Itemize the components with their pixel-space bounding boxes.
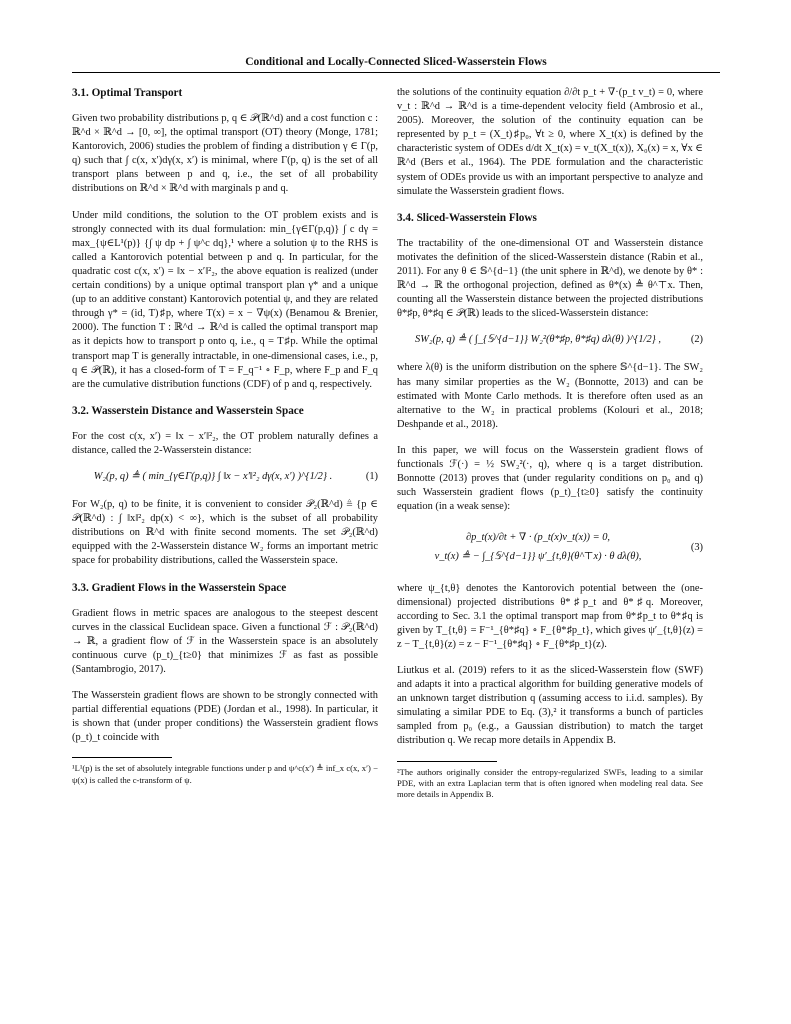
- section-3-2-heading: 3.2. Wasserstein Distance and Wasserstein Space: [72, 404, 304, 417]
- section-3-4-paragraph-4: where ψ_{t,θ} denotes the Kantorovich potential between the (one-dimensional) projected distributions θ*♯p_t and θ*♯q. Moreover, according to Sec. 3.1 the optimal transport map from θ*♯p_t to θ*♯q is given by T_{t,θ} = F⁻¹_{θ*♯q} ∘ F_{θ*♯p_t}, which gives ψ′_{t,θ}(z) = z − T_{t,θ}(z) = z − F⁻¹_{θ*♯q} ∘ F_{θ*♯p_t}(z).: [397, 582, 703, 650]
- header-rule: [72, 72, 720, 73]
- equation-3-line-2: v_t(x) ≜ − ∫_{𝕊^{d−1}} ψ′_{t,θ}(θ^⊤x) · θ dλ(θ),: [434, 551, 642, 563]
- equation-3-line-1: ∂p_t(x)/∂t + ∇ · (p_t(x)v_t(x)) = 0,: [465, 532, 611, 544]
- section-3-1-heading: 3.1. Optimal Transport: [72, 87, 183, 99]
- equation-3-number: (3): [690, 541, 703, 553]
- section-3-3-heading: 3.3. Gradient Flows in the Wasserstein Space: [72, 581, 287, 594]
- footnote-rule: [397, 761, 497, 762]
- section-3-2-paragraph-1: For the cost c(x, x′) = ‖x − x′‖²₂, the OT problem naturally defines a distance, called the 2-Wasserstein distance:: [72, 430, 378, 456]
- equation-2-body: SW₂(p, q) ≜ ( ∫_{𝕊^{d−1}} W₂²(θ*♯p, θ*♯q) dλ(θ) )^{1/2} ,: [415, 334, 661, 346]
- continuity-paragraph: the solutions of the continuity equation ∂/∂t p_t + ∇·(p_t v_t) = 0, where v_t : ℝ^d → ℝ^d is a time-dependent velocity field (Ambrosio et al., 2005). Moreover, the solution of the continuity equation can be represented by p_t = (X_t)♯p₀, ∀t ≥ 0, where X_t(x) is defined by the characteristic system of ODEs d/dt X_t(x) = v_t(X_t(x)), X₀(x) = x, ∀x ∈ ℝ^d (Bers et al., 1964). The PDE formulation and the characteristic system of ODEs provide us with an important perspective to analyze and simulate the Wasserstein gradient flows.: [397, 87, 703, 197]
- section-3-4-paragraph-1: The tractability of the one-dimensional OT and Wasserstein distance motivates the definition of the sliced-Wasserstein distance (Rabin et al., 2011). For any θ ∈ 𝕊^{d−1} (the unit sphere in ℝ^d), we denote by θ* : ℝ^d → ℝ the orthogonal projection, defined as θ*(x) ≜ θ^⊤x. Then, counting all the Wasserstein distance between the projected distributions θ*♯p, θ*♯q ∈ 𝒫(ℝ) leads to the sliced-Wasserstein distance:: [397, 237, 703, 320]
- section-3-2-paragraph-2: For W₂(p, q) to be finite, it is convenient to consider 𝒫₂(ℝ^d) ≜ {p ∈ 𝒫(ℝ^d) : ∫ ‖x‖²₂ dp(x) < ∞}, which is the subset of all probability distributions on ℝ^d with finite second moments. The set 𝒫₂(ℝ^d) equipped with the 2-Wasserstein distance W₂ forms an important metric space for probability distributions, called the Wasserstein space.: [72, 499, 378, 567]
- footnote-rule: [72, 757, 172, 758]
- section-3-1-paragraph-1: Given two probability distributions p, q ∈ 𝒫(ℝ^d) and a cost function c : ℝ^d × ℝ^d → [0, ∞], the optimal transport (OT) theory (Monge, 1781; Kantorovich, 2006) studies the problem of finding a distribution γ ∈ Γ(p, q) such that ∫ c(x, x′)dγ(x, x′) is minimal, where Γ(p, q) is the set of all transport plans between p and q, i.e., the set of all probability distributions on ℝ^d × ℝ^d with marginals p and q.: [72, 113, 378, 195]
- equation-3: [397, 526, 703, 569]
- running-header: Conditional and Locally-Connected Sliced-Wasserstein Flows: [245, 56, 547, 68]
- section-3-4-paragraph-2: where λ(θ) is the uniform distribution on the sphere 𝕊^{d−1}. The SW₂ has many similar properties as the W₂ (Bonnotte, 2013) and can be estimated with Monte Carlo methods. It is therefore often used as an alternative to the W₂ in practical problems (Kolouri et al., 2018; Deshpande et al., 2018).: [397, 362, 703, 430]
- section-3-3-paragraph-1: Gradient flows in metric spaces are analogous to the steepest descent curves in the classical Euclidean space. Given a functional ℱ : 𝒫₂(ℝ^d) → ℝ, a gradient flow of ℱ in the Wasserstein space is an absolutely continuous curve (p_t)_{t≥0} that minimizes ℱ as fast as possible (Santambrogio, 2017).: [72, 607, 378, 675]
- equation-1-body: W₂(p, q) ≜ ( min_{γ∈Γ(p,q)} ∫ ‖x − x′‖²₂ dγ(x, x′) )^{1/2} .: [93, 470, 333, 482]
- right-column: [397, 86, 703, 801]
- left-column: [72, 86, 378, 786]
- section-3-4-paragraph-3: In this paper, we will focus on the Wasserstein gradient flows of functionals ℱ(·) = ½ SW₂²(·, q), where q is a target distribution. Bonnotte (2013) proves that (under regularity conditions on p₀ and q) such Wasserstein gradient flows (p_t)_{t≥0} satisfy the continuity equation (in a weak sense):: [397, 444, 703, 513]
- section-3-4-heading: 3.4. Sliced-Wasserstein Flows: [397, 211, 537, 224]
- footnote-1: ¹L¹(p) is the set of absolutely integrable functions under p and ψ^c(x′) ≜ inf_x c(x, x′) − ψ(x) is called the c-transform of ψ.: [72, 763, 378, 785]
- section-3-3-paragraph-2: The Wasserstein gradient flows are shown to be strongly connected with partial differential equations (PDE) (Jordan et al., 1998). In particular, it is shown that (under proper conditions) the Wasserstein gradient flows (p_t)_t coincide with: [72, 690, 378, 744]
- section-3-1-paragraph-2: Under mild conditions, the solution to the OT problem exists and is strongly connected with its dual formulation: min_{γ∈Γ(p,q)} ∫ c dγ = max_{ψ∈L¹(p)} {∫ ψ dp + ∫ ψ^c dq},¹ where a solution ψ to the RHS is called a Kantorovich potential between p and q. In particular, for the quadratic cost c(x, x′) = ‖x − x′‖²₂, the above equation is realized (under certain conditions) by a unique optimal transport plan γ* and a unique (up to an additive constant) Kantorovich potential ψ, and they are related through γ* = (id, T)♯p, where T(x) = x − ∇ψ(x) (Benamou & Brenier, 2000). The function T : ℝ^d → ℝ^d is called the optimal transport map as it depicts how to transport p onto q, i.e., q = T♯p. While the optimal transport map T is generally intractable, in one-dimensional cases, i.e., p, q ∈ 𝒫(ℝ), it has a closed-form of T = F_q⁻¹ ∘ F_p, where F_p and F_q are the cumulative distribution functions (CDF) of p and q, respectively.: [72, 209, 378, 390]
- section-3-4-paragraph-5: Liutkus et al. (2019) refers to it as the sliced-Wasserstein flow (SWF) and adapts it into a practical algorithm for building generative models of an unknown target distribution q (assuming access to i.i.d. samples). By simulating a similar PDE to Eq. (3),² it transforms a bunch of particles sampled from p₀ (e.g., a Gaussian distribution) to match the target distribution q. We recap more details in Appendix B.: [397, 665, 703, 747]
- equation-1-number: (1): [365, 470, 378, 482]
- equation-1: [72, 470, 378, 484]
- equation-2: [397, 333, 703, 347]
- equation-2-number: (2): [690, 334, 703, 346]
- footnote-2: ²The authors originally consider the entropy-regularized SWFs, leading to a similar PDE, with an extra Laplacian term that is often ignored when modeling real data. See more details in Appendix B.: [397, 766, 703, 800]
